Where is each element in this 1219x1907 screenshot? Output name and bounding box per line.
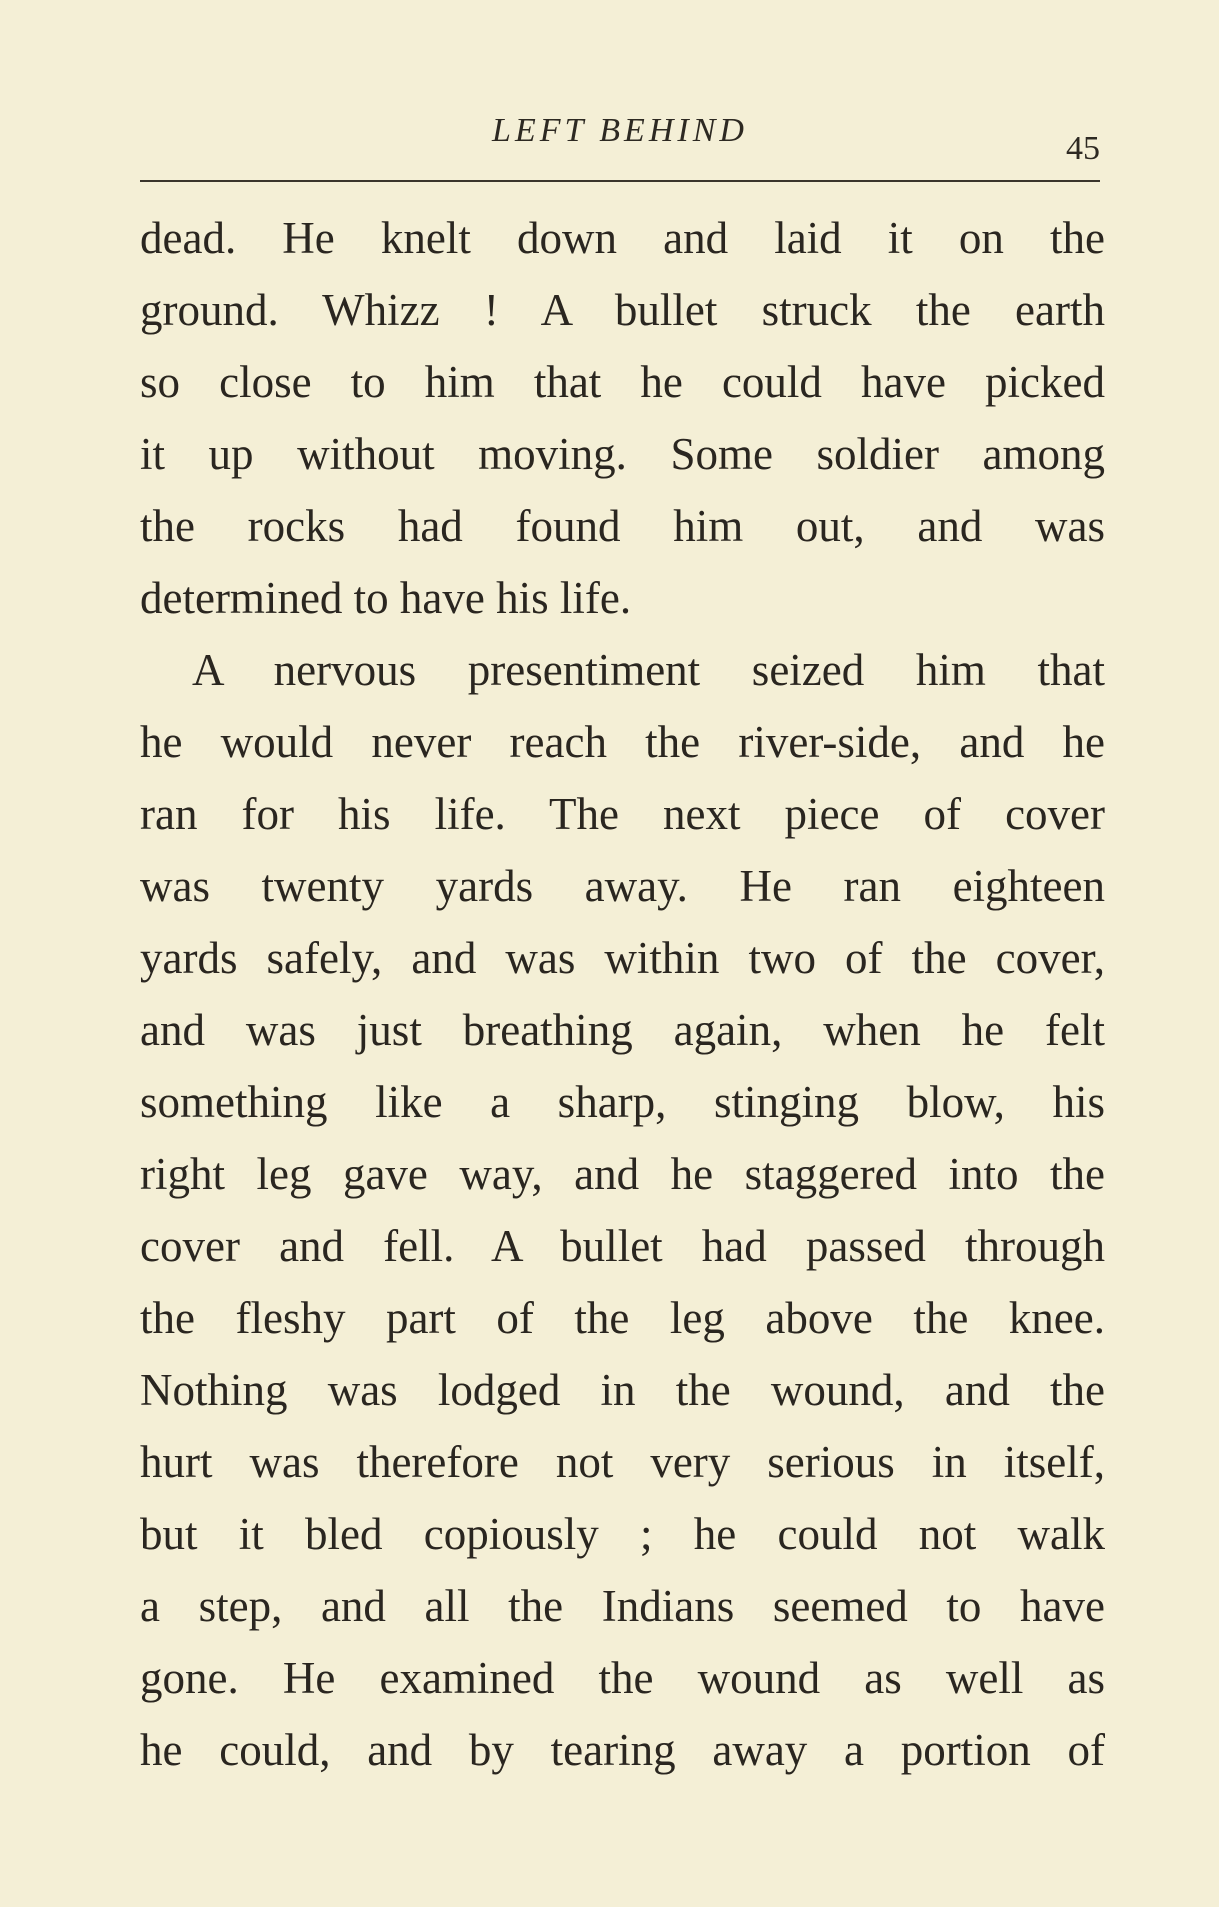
- page-header: [140, 112, 1100, 182]
- text-line: dead. He knelt down and laid it on the: [140, 213, 1105, 263]
- text-line: a step, and all the Indians seemed to have: [140, 1581, 1105, 1631]
- text-line: cover and fell. A bullet had passed through: [140, 1221, 1105, 1271]
- header-rule: [140, 180, 1100, 182]
- text-line: determined to have his life.: [140, 573, 632, 623]
- text-line: Nothing was lodged in the wound, and the: [140, 1365, 1105, 1415]
- text-line: yards safely, and was within two of the cover,: [140, 933, 1105, 983]
- text-line: right leg gave way, and he staggered into the: [140, 1149, 1105, 1199]
- text-line: A nervous presentiment seized him that: [192, 645, 1105, 695]
- text-line: he could, and by tearing away a portion of: [140, 1725, 1105, 1775]
- text-line: so close to him that he could have picked: [140, 357, 1105, 407]
- text-line: the fleshy part of the leg above the knee.: [140, 1293, 1105, 1343]
- text-line: ground. Whizz ! A bullet struck the earth: [140, 285, 1105, 335]
- text-line: hurt was therefore not very serious in itself,: [140, 1437, 1105, 1487]
- page-number: 45: [1066, 130, 1100, 167]
- text-line: but it bled copiously ; he could not walk: [140, 1509, 1105, 1559]
- text-line: ran for his life. The next piece of cover: [140, 789, 1105, 839]
- body-text: [140, 202, 1105, 1786]
- running-title: LEFT BEHIND: [492, 112, 748, 149]
- text-line: the rocks had found him out, and was: [140, 501, 1105, 551]
- paragraph-1: [140, 202, 1105, 634]
- text-line: gone. He examined the wound as well as: [140, 1653, 1105, 1703]
- paragraph-2: [140, 634, 1105, 1786]
- text-line: and was just breathing again, when he felt: [140, 1005, 1105, 1055]
- text-line: he would never reach the river-side, and he: [140, 717, 1105, 767]
- text-line: something like a sharp, stinging blow, his: [140, 1077, 1105, 1127]
- text-line: was twenty yards away. He ran eighteen: [140, 861, 1105, 911]
- text-line: it up without moving. Some soldier among: [140, 429, 1105, 479]
